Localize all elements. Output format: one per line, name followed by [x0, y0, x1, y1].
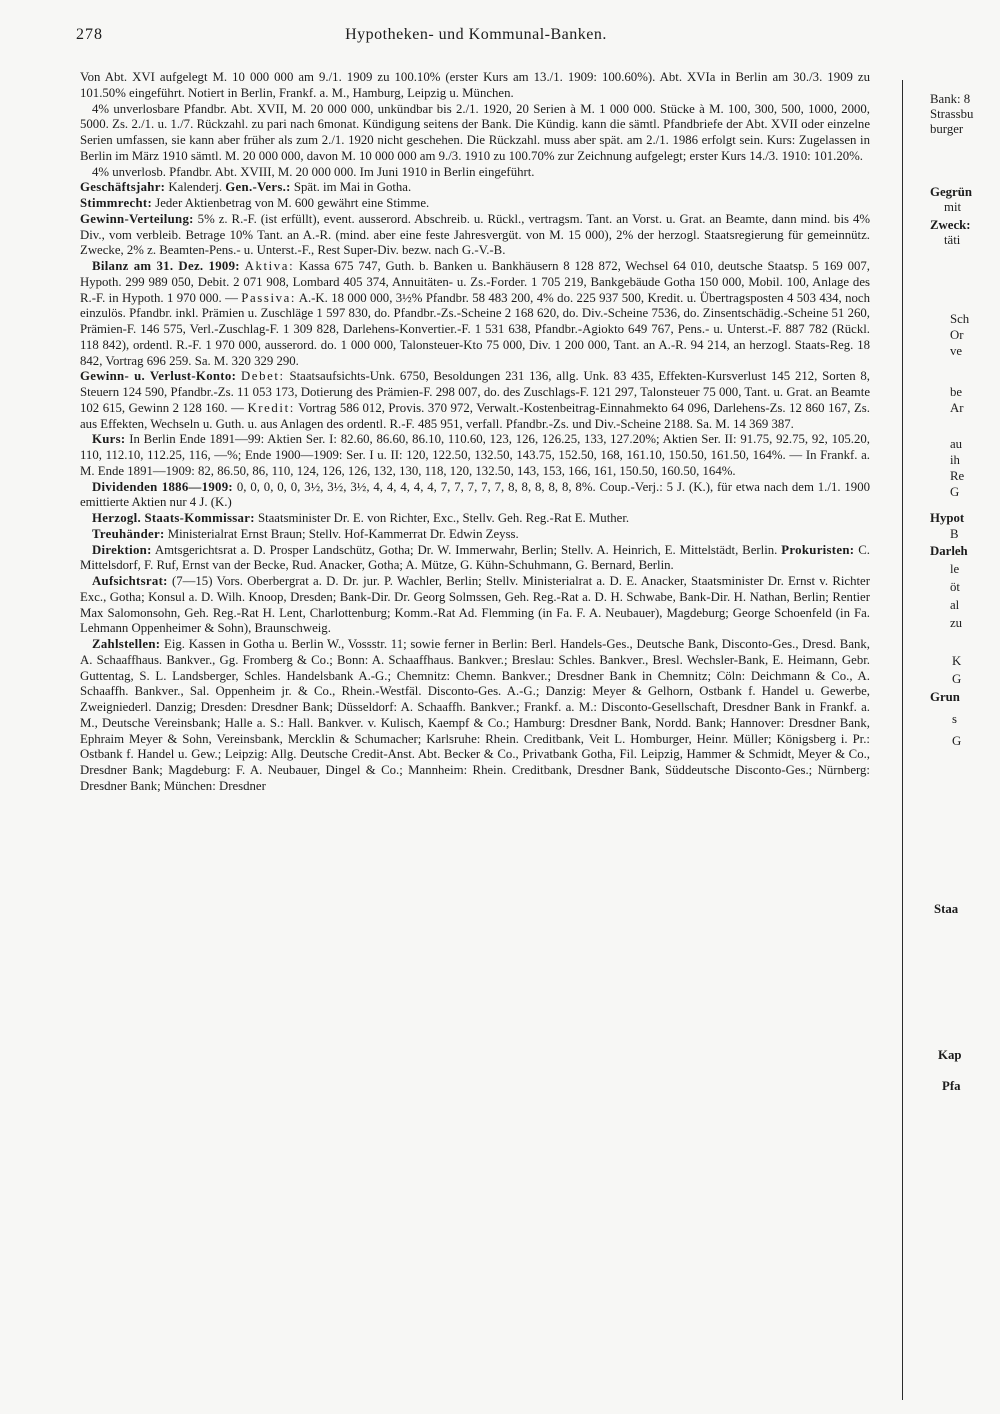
- paragraph-aufsichtsrat: [80, 574, 870, 637]
- text-geschaeftsjahr: Kalenderj.: [165, 180, 226, 195]
- paragraph-direktion: [80, 543, 870, 575]
- paragraph-dividenden: [80, 480, 870, 512]
- paragraph-staats-kommissar: [80, 511, 870, 527]
- adjacent-fragment: täti: [944, 233, 961, 247]
- text-treuhaender: Ministerialrat Ernst Braun; Stellv. Hof-Kammerrat Dr. Edwin Zeyss.: [164, 526, 519, 541]
- adjacent-fragment: ih: [950, 453, 960, 467]
- label-debet: Debet:: [240, 369, 285, 384]
- text-zahlstellen: Eig. Kassen in Gotha u. Berlin W., Vossstr. 11; sowie ferner in Berlin: Berl. Handels-Ges., Deutsche Bank, Disconto-Ges., Dresd. Bank, A. Schaaffhaus. Bankver., Gg. Fromberg & Co.; Bonn: A. Schaaffhaus. Bankver.; Breslau: Schles. Bankver., Bresl. Wechsler-Bank, E. Heimann, Gebr. Guttentag, S. L. Landsberger, Schles. Handelsbank A.-G.; Chemnitz: Chemn. Bankver.; Dresdner Bank in Chemnitz; Cöln: Deichmann & Co., A. Schaaffh. Bankver., Sal. Oppenheim jr. & Co., Rhein.-Westfäl. Disconto-Ges. A.-G.; Danzig: Meyer & Gelhorn, Ostbank f. Handel u. Gewerbe, Zweigniederl. Danzig; Dresden: Dresdner Bank; Düsseldorf: A. Schaaffh. Bankver.; Frankf. a. M.: Disconto-Gesellschaft, Dresdner Bank in Frankf. a. M., Deutsche Vereinsbank; Halle a. S.: Hall. Bankver. v. Kulisch, Kaempf & Co.; Hamburg: Dresdner Bank, Nordd. Bank; Hannover: Dresdner Bank, Ephraim Meyer & Sohn, Vereinsbank, Mercklin & Schumacher; Karlsruhe: Rhein. Creditbank, Veit L. Homburger, Heinr. Müller; Königsberg i. Pr.: Ostbank f. Handel u. Gew.; Leipzig: Allg. Deutsche Credit-Anst. Abt. Becker & Co., Privatbank Gotha, Fil. Leipzig, Hammer & Schmidt, Meyer & Co., Dresdner Bank; Magdeburg: F. A. Neubauer, Dingel & Co.; Mannheim: Rhein. Creditbank, Dresdner Bank, Süddeutsche Disconto-Ges.; Nürnberg: Dresdner Bank; München: Dresdner: [80, 637, 870, 793]
- label-direktion: Direktion:: [92, 542, 152, 557]
- text-kredit: Vortrag 586 012, Provis. 370 972, Verwalt.-Kostenbeitrag-Einnahmekto 64 096, Darlehens-Zs. 12 860 167, Zs. aus Effekten, Wechseln u. Guth. u. aus Anlagen des ordentl. R.-F. 485 951, verfall. Pfandbr.-Zs. und Div.-Scheine 2188. Sa. M. 14 369 387.: [80, 400, 870, 431]
- adjacent-fragment: öt: [950, 580, 960, 594]
- running-title: Hypotheken- und Kommunal-Banken.: [345, 26, 607, 43]
- paragraph-bilanz: [80, 259, 870, 369]
- adjacent-fragment: Re: [950, 469, 965, 483]
- text-aktiva: Kassa 675 747, Guth. b. Banken u. Bankhäusern 8 128 872, Wechsel 64 010, deutsche Staatsp. 5 169 007, Hypoth. 299 989 050, Debit. 2 071 908, Lombard 405 374, Annuitäten- u. Zs.-Forder. 1 705 219, Bankgebäude Gotha 150 000, Mobil. 100, Anlage des R.-F. in Hypoth. 1 970 000. —: [80, 259, 870, 305]
- text-dividenden: 0, 0, 0, 0, 0, 3½, 3½, 3½, 4, 4, 4, 4, 4, 7, 7, 7, 7, 7, 8, 8, 8, 8, 8, 8%. Coup.-Verj.: 5 J. (K.), für etwa nach dem 1./1. 1900 emittierte Aktien nur 4 J. (K.): [80, 479, 870, 510]
- paragraph-zahlstellen: [80, 637, 870, 795]
- adjacent-fragment: K: [952, 654, 962, 668]
- adjacent-fragment: G: [952, 734, 962, 748]
- label-kredit: Kredit:: [247, 400, 295, 415]
- page-header: [76, 26, 876, 46]
- adjacent-fragment: s: [952, 712, 957, 726]
- adjacent-fragment: Sch: [950, 312, 970, 326]
- adjacent-fragment: Grun: [930, 690, 960, 704]
- text-gewinn-verteilung: 5% z. R.-F. (ist erfüllt), event. ausserord. Abschreib. u. Rückl., vertragsm. Tant. an Vorst. u. Grat. an Beamte, dann mind. bis 4% Div., vom verbleib. Betrage 10% Tant. an A.-R. (mind. aber eine feste Jahresvergüt. von M. 15 000), 2% der herzogl. Staatsregierung für gemeinnütz. Zwecke, 2% z. Beamten-Pens.- u. Unterst.-F., Rest Super-Div. bezw. nach G.-V.-B.: [80, 211, 870, 258]
- adjacent-fragment: Staa: [934, 902, 959, 916]
- paragraph-abt-xviii: 4% unverlosb. Pfandbr. Abt. XVIII, M. 20 000 000. Im Juni 1910 in Berlin eingeführt.: [92, 164, 535, 179]
- paragraph-geschaeftsjahr: [80, 180, 870, 196]
- text-stimmrecht: Jeder Aktienbetrag von M. 600 gewährt eine Stimme.: [152, 196, 430, 210]
- adjacent-fragment: Bank: 8: [930, 92, 971, 106]
- text-prokuristen: C. Mittelsdorf, F. Ruf, Ernst van der Becke, Rud. Anacker, Gotha; A. Mütze, G. Kühn-Schuhmann, G. Bernard, Berlin.: [80, 542, 870, 573]
- text-direktion: Amtsgerichtsrat a. D. Prosper Landschütz, Gotha; Dr. W. Immerwahr, Berlin; Stellv. A. Heinrich, E. Mittelstädt, Berlin.: [151, 542, 782, 557]
- text-kurs: In Berlin Ende 1891—99: Aktien Ser. I: 82.60, 86.60, 86.10, 110.60, 123, 126, 126.25, 133, 127.20%; Aktien Ser. II: 91.75, 92.75, 92, 105.20, 110, 112.10, 112.25, 116, —%; Ende 1900—1909: Ser. I u. II: 120, 122.50, 132.50, 143.75, 152.50, 168, 161.10, 150.50, 161.50, 164%. — In Frankf. a. M. Ende 1891—1909: 82, 86.50, 86, 110, 124, 126, 126, 132, 130, 118, 120, 132.50, 143, 153, 166, 161, 150.50, 160.50, 164%.: [80, 432, 870, 478]
- adjacent-fragment: Zweck:: [930, 218, 971, 232]
- adjacent-fragment: ve: [950, 344, 963, 358]
- page-number: 278: [76, 26, 103, 43]
- column-divider: [902, 80, 903, 1400]
- adjacent-fragment: le: [950, 562, 960, 576]
- paragraph-gewinn-verteilung: [80, 212, 870, 259]
- label-prokuristen: Prokuristen:: [781, 542, 855, 557]
- paragraph-abt-xvii: 4% unverlosbare Pfandbr. Abt. XVII, M. 20 000 000, unkündbar bis 2./1. 1920, 20 Serien à M. 1 000 000. Stücke à M. 100, 300, 500, 1000, 2000, 5000. Zs. 2./1. u. 1./7. Rückzahl. zu pari nach 6monat. Kündigung seitens der Bank. Die Kündig. kann die sämtl. Pfandbriefe der Abt. XVII oder einzelne Serien umfassen, sie kann aber früher als zum 2./1. 1920 nicht geschehen. Die Rückzahl. muss aber spät. am 2./1. 1986 erfolgt sein. Kurs: Zugelassen in Berlin im März 1910 sämtl. M. 20 000 000, davon M. 10 000 000 am 9./3. 1910 zu 100.70% zur Zeichnung aufgelegt; erster Kurs 14./3. 1910: 101.20%.: [80, 101, 870, 163]
- adjacent-fragment: Darleh: [930, 544, 968, 558]
- label-dividenden: Dividenden 1886—1909:: [92, 479, 233, 494]
- label-zahlstellen: Zahlstellen:: [92, 637, 161, 651]
- adjacent-fragment: Kap: [938, 1048, 962, 1062]
- label-geschaeftsjahr: Geschäftsjahr:: [80, 180, 166, 195]
- text-staats-kommissar: Staatsminister Dr. E. von Richter, Exc., Stellv. Geh. Reg.-Rat E. Muther.: [254, 511, 630, 525]
- adjacent-fragment: burger: [930, 122, 964, 136]
- label-stimmrecht: Stimmrecht:: [80, 196, 153, 210]
- label-passiva: Passiva:: [241, 290, 297, 305]
- label-kurs: Kurs:: [92, 432, 126, 447]
- text-debet: Staatsaufsichts-Unk. 6750, Besoldungen 231 136, allg. Unk. 83 435, Effekten-Kursverlust 145 212, Sorten 8, Steuern 124 590, Pfandbr.-Zs. 11 053 173, Dotierung des Prämien-F. 298 007, do. des Zuschlags-F. 121 297, Talonsteuer 75 000, Tant. u. Grat. an Beamte 102 615, Gewinn 2 128 160. —: [80, 369, 870, 415]
- adjacent-fragment: Hypot: [930, 511, 965, 525]
- label-gen-vers: Gen.-Vers.:: [225, 180, 291, 195]
- label-aktiva: Aktiva:: [244, 259, 295, 273]
- main-column: [80, 70, 870, 1410]
- label-staats-kommissar: Herzogl. Staats-Kommissar:: [92, 511, 255, 525]
- adjacent-fragment: G: [950, 485, 960, 499]
- label-gewinn-verteilung: Gewinn-Verteilung:: [80, 211, 194, 226]
- adjacent-fragment: Strassbu: [930, 107, 974, 121]
- paragraph-treuhaender: [80, 527, 870, 543]
- adjacent-fragment: au: [950, 437, 963, 451]
- text-passiva: A.-K. 18 000 000, 3½% Pfandbr. 58 483 200, 4% do. 225 937 500, Kredit. u. Übertragsposten 4 503 434, noch einzulös. Pfandbr. inkl. Prämien u. Zuschläge 1 597 830, do. Pfandbr.-Zs.-Scheine 2 168 620, do. Div.-Scheine 7536, do. Zinsentschädig.-Scheine 51 260, Prämien-F. 146 575, Verl.-Zuschlag-F. 1 309 828, Darlehens-Konvertier.-F. 1 531 638, Pfandbr.-Agiokto 649 767, Pens.- u. Unterst.-F. 887 782 (Rückl. 118 842), ordentl. R.-F. 1 970 000, ausserord. do. 1 000 000, Talonsteuer-Kto 75 000, Div. 1 200 000, Tant. an A.-R. 94 214, an herzogl. Staats-Reg. 18 842, Vortrag 696 259. Sa. M. 320 329 290.: [80, 290, 870, 368]
- adjacent-fragment: Pfa: [942, 1079, 961, 1093]
- adjacent-column-fragments: [908, 0, 1000, 1414]
- label-aufsichtsrat: Aufsichtsrat:: [92, 574, 168, 588]
- paragraph-abt-xvi: Von Abt. XVI aufgelegt M. 10 000 000 am 9./1. 1909 zu 100.10% (erster Kurs am 13./1. 1909: 100.60%). Abt. XVIa in Berlin am 30./3. 1909 zu 101.50% eingeführt. Notiert in Berlin, Frankf. a. M., Hamburg, Leipzig u. München.: [80, 70, 870, 100]
- label-bilanz: Bilanz am 31. Dez. 1909:: [92, 259, 240, 273]
- text-gen-vers: Spät. im Mai in Gotha.: [290, 180, 412, 195]
- adjacent-fragment: be: [950, 385, 963, 399]
- adjacent-fragment: al: [950, 598, 960, 612]
- label-gewinn-verlust-konto: Gewinn- u. Verlust-Konto:: [80, 369, 237, 384]
- paragraph-gewinn-verlust-konto: [80, 369, 870, 432]
- adjacent-fragment: Or: [950, 328, 964, 342]
- label-treuhaender: Treuhänder:: [92, 526, 165, 541]
- adjacent-fragment: mit: [944, 200, 962, 214]
- paragraph-kurs: [80, 432, 870, 479]
- paragraph-stimmrecht: [80, 196, 870, 212]
- adjacent-fragment: Gegrün: [930, 185, 972, 199]
- adjacent-fragment: Ar: [950, 401, 964, 415]
- adjacent-fragment: zu: [950, 616, 963, 630]
- adjacent-fragment: B: [950, 527, 959, 541]
- text-aufsichtsrat: (7—15) Vors. Oberbergrat a. D. Dr. jur. P. Wachler, Berlin; Stellv. Ministerialrat a. D. E. Anacker, Staatsminister Dr. Ernst v. Richter Exc., Gotha; Konsul a. D. Wilh. Knoop, Dresden; Bank-Dir. Dr. Georg Solmssen, Geh. Reg.-Rat a. D. H. Schwabe, Bank-Dir. H. Nathan, Berlin; Rentier Max Salomonsohn, Geh. Reg.-Rat H. Lent, Charlottenburg; Komm.-Rat Ad. Flemming (in Fa. F. A. Neubauer), Magdeburg; George Schoenfeld (in Fa. Lehmann Oppenheimer & Sohn), Braunschweig.: [80, 574, 870, 636]
- adjacent-fragment: G: [952, 672, 962, 686]
